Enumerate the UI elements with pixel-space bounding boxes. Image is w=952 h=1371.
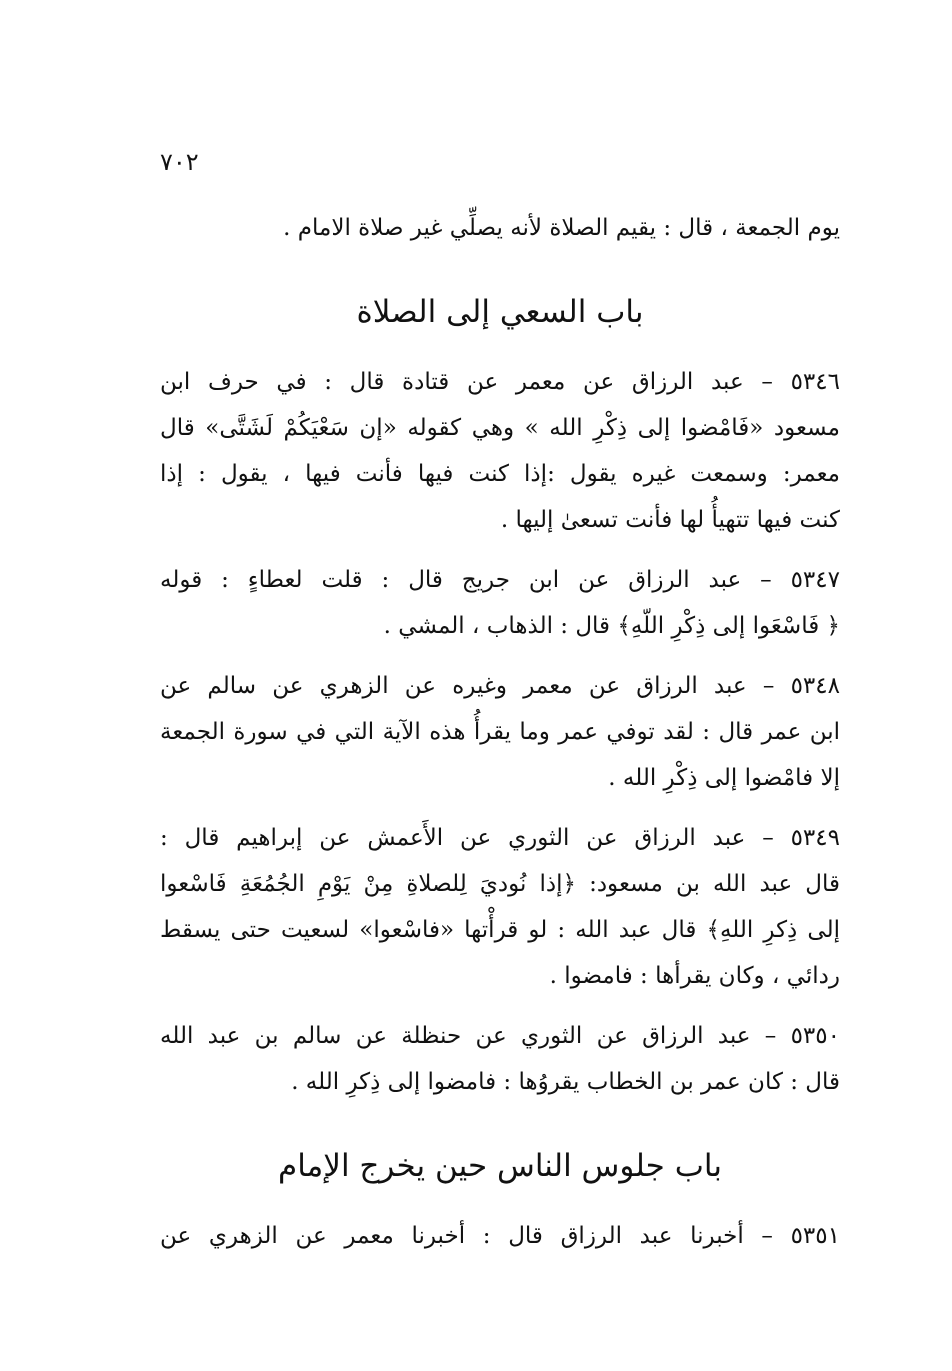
page-number: ٢٠٧ (160, 148, 199, 176)
text-line: ٥٣٤٧ – عبد الرزاق عن ابن جريج قال : قلت لعطاءٍ : قوله (160, 567, 840, 593)
text-line: مسعود «فَامْضوا إلى ذِكْرِ الله » وهي كقوله «إن سَعْيَكُمْ لَشَتَّى» قال (160, 415, 840, 441)
text-line: إلى ذِكرِ اللهِ﴾ قال عبد الله : لو قرأْتها «فاسْعوا» لسعيت حتى يسقط (160, 917, 840, 943)
hadith-5350 (160, 1013, 840, 1105)
hadith-5348 (160, 663, 840, 801)
page-content (160, 205, 840, 1273)
text-line: ردائي ، وكان يقرأها : فامضوا . (549, 963, 840, 989)
hadith-5351 (160, 1213, 840, 1259)
chapter-heading-1: باب السعي إلى الصلاة (356, 294, 644, 330)
text-line: ٥٣٥٠ – عبد الرزاق عن الثوري عن حنظلة عن سالم بن عبد الله (160, 1023, 840, 1049)
text-line: ٥٣٤٦ – عبد الرزاق عن معمر عن قتادة قال : في حرف ابن (160, 369, 840, 395)
text-line: قال عبد الله بن مسعود: ﴿إذا نُوديَ لِلصلاةِ مِنْ يَوْمِ الجُمُعَةِ فَاسْعوا (160, 871, 840, 897)
text-line: ﴿ فَاسْعَوا إلى ذِكْرِ اللّهِ﴾ قال : الذهاب ، المشي . (383, 613, 840, 639)
text-line: معمر: وسمعت غيره يقول :إذا كنت فيها فأنت فيها ، يقول : إذا (160, 461, 840, 487)
text-line: ابن عمر قال : لقد توفي عمر وما يقرأُ هذه الآية التي في سورة الجمعة (160, 719, 840, 745)
text-line: ٥٣٥١ – أخبرنا عبد الرزاق قال : أخبرنا معمر عن الزهري عن (160, 1223, 840, 1249)
hadith-5347 (160, 557, 840, 649)
text-line: إلا فامْضوا إلى ذِكْرِ الله . (608, 765, 840, 791)
intro-line: يوم الجمعة ، قال : يقيم الصلاة لأنه يصلِّي غير صلاة الامام . (283, 215, 840, 241)
text-line: ٥٣٤٨ – عبد الرزاق عن معمر وغيره عن الزهري عن سالم عن (160, 673, 840, 699)
intro-paragraph (160, 205, 840, 251)
chapter-heading-2: باب جلوس الناس حين يخرج الإمام (278, 1148, 722, 1184)
hadith-5349 (160, 815, 840, 999)
text-line: قال : كان عمر بن الخطاب يقروُها : فامضوا إلى ذِكرِ الله . (291, 1069, 840, 1095)
text-line: كنت فيها تتهيأُ لها فأنت تسعىٰ إليها . (500, 507, 840, 533)
text-line: ٥٣٤٩ – عبد الرزاق عن الثوري عن الأَعمش عن إبراهيم قال : (160, 825, 840, 851)
hadith-5346 (160, 359, 840, 543)
